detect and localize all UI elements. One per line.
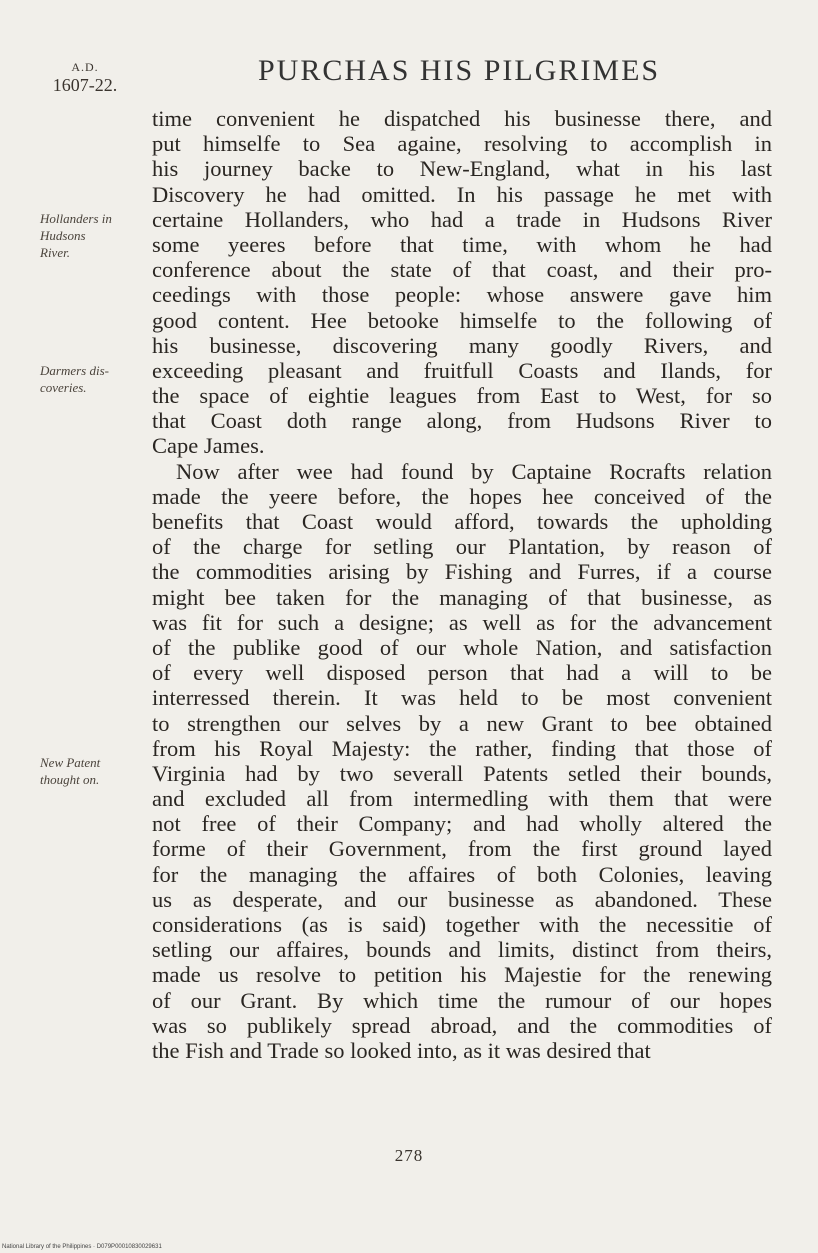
text-line: us as desperate, and our businesse as abandoned. These xyxy=(152,886,772,912)
margin-note-line: thought on. xyxy=(40,772,100,787)
text-line: setling our affaires, bounds and limits, distinct from theirs, xyxy=(152,937,772,963)
text-line: and excluded all from intermedling with them that were xyxy=(152,786,772,812)
text-line: exceeding pleasant and fruitfull Coasts and Ilands, for xyxy=(152,357,772,383)
text-line: to strengthen our selves by a new Grant to bee obtained xyxy=(152,710,772,736)
text-line: considerations (as is said) together with the necessitie of xyxy=(152,912,772,937)
margin-note-new-patent xyxy=(40,754,145,788)
text-line: made the yeere before, the hopes hee conceived of the xyxy=(152,483,772,509)
text-line: conference about the state of that coast, and their pro- xyxy=(152,257,772,283)
text-line: Cape James. xyxy=(152,433,265,459)
text-line: was fit for such a designe; as well as for the advancement xyxy=(152,609,772,635)
text-line: of the publike good of our whole Nation, and satisfaction xyxy=(152,634,772,660)
margin-note-line: Hollanders in xyxy=(40,211,112,226)
running-title: PURCHAS HIS PILGRIMES xyxy=(258,54,661,87)
text-line: his businesse, discovering many goodly Rivers, and xyxy=(152,332,772,358)
text-line: certaine Hollanders, who had a trade in Hudsons River xyxy=(152,206,772,232)
text-line: benefits that Coast would afford, towards the upholding xyxy=(152,509,772,534)
text-line: was so publikely spread abroad, and the commodities of xyxy=(152,1012,772,1038)
text-line: that Coast doth range along, from Hudsons River to xyxy=(152,408,772,434)
text-line: good content. Hee betooke himselfe to the following of xyxy=(152,307,772,333)
margin-note-hollanders xyxy=(40,210,145,261)
text-line: made us resolve to petition his Majestie for the renewing xyxy=(152,962,772,988)
text-line: of the charge for setling our Plantation, by reason of xyxy=(152,534,772,560)
text-line: put himselfe to Sea againe, resolving to accomplish in xyxy=(152,131,772,157)
text-line: his journey backe to New-England, what in his last xyxy=(152,156,772,182)
ad-label: A.D. xyxy=(71,60,99,74)
margin-note-line: New Patent xyxy=(40,755,101,770)
text-line: the space of eightie leagues from East to West, for so xyxy=(152,383,772,409)
text-line: not free of their Company; and had wholly altered the xyxy=(152,811,772,837)
text-line: forme of their Government, from the first ground layed xyxy=(152,836,772,862)
text-line: Now after wee had found by Captaine Rocrafts relation xyxy=(176,458,772,484)
text-line: of every well disposed person that had a will to be xyxy=(152,660,772,686)
margin-note-line: Hudsons xyxy=(40,228,86,243)
margin-note-darmers xyxy=(40,362,145,396)
text-line: for the managing the affaires of both Colonies, leaving xyxy=(152,861,772,887)
text-line: from his Royal Majesty: the rather, finding that those of xyxy=(152,735,772,761)
text-line: might bee taken for the managing of that businesse, as xyxy=(152,584,772,610)
text-line: of our Grant. By which time the rumour of our hopes xyxy=(152,987,772,1013)
page-number: 278 xyxy=(394,1146,424,1165)
text-line: the commodities arising by Fishing and Furres, if a course xyxy=(152,559,772,585)
text-line: time convenient he dispatched his businesse there, and xyxy=(152,106,772,131)
text-line: ceedings with those people: whose answere gave him xyxy=(152,282,772,308)
header-date xyxy=(40,58,130,94)
body-text xyxy=(152,106,772,1063)
year-range: 1607-22. xyxy=(52,75,118,95)
text-line: the Fish and Trade so looked into, as it was desired that xyxy=(152,1037,651,1063)
text-line: interressed therein. It was held to be most convenient xyxy=(152,685,772,711)
margin-note-line: River. xyxy=(40,245,70,260)
text-line: some yeeres before that time, with whom he had xyxy=(152,231,772,257)
footer-credit: National Library of the Philippines · D079P00010830029631 xyxy=(2,1244,162,1250)
text-line: Virginia had by two severall Patents setled their bounds, xyxy=(152,760,772,786)
text-line: Discovery he had omitted. In his passage he met with xyxy=(152,181,772,207)
margin-note-line: coveries. xyxy=(40,380,87,395)
margin-note-line: Darmers dis- xyxy=(40,363,109,378)
